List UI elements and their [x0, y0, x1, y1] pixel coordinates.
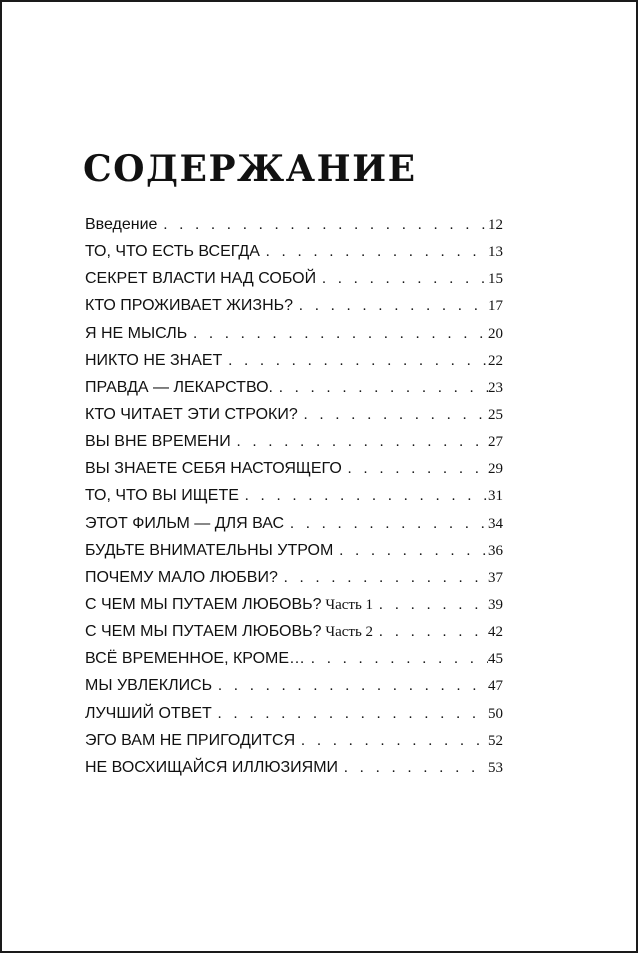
- toc-entry-part: Часть 1: [321, 596, 374, 613]
- toc-entry-title: ВЫ ВНЕ ВРЕМЕНИ: [85, 433, 231, 451]
- table-of-contents: [85, 216, 503, 786]
- toc-page-number: 31: [488, 488, 503, 505]
- toc-entry: [85, 623, 503, 650]
- toc-leader-dots: [333, 543, 488, 560]
- toc-leader-dots: [278, 570, 488, 587]
- toc-leader-dots: [342, 461, 488, 478]
- toc-entry: [85, 325, 503, 352]
- toc-entry-title: БУДЬТЕ ВНИМАТЕЛЬНЫ УТРОМ: [85, 541, 334, 559]
- toc-entry: [85, 270, 503, 297]
- toc-entry: [85, 406, 503, 433]
- toc-leader-dots: [293, 298, 488, 315]
- toc-page-number: 23: [488, 379, 503, 396]
- toc-leader-dots: [212, 706, 488, 723]
- toc-leader-dots: [222, 353, 488, 370]
- toc-entry-title: ТО, ЧТО ВЫ ИЩЕТЕ: [85, 487, 239, 505]
- toc-entry-title: С ЧЕМ МЫ ПУТАЕМ ЛЮБОВЬ? Часть 2: [85, 623, 374, 641]
- toc-page-number: 34: [488, 515, 503, 532]
- toc-page-number: 17: [488, 298, 503, 315]
- toc-entry: [85, 732, 503, 759]
- toc-page-number: 37: [488, 569, 503, 586]
- toc-leader-dots: [373, 624, 488, 641]
- toc-page-number: 15: [488, 271, 503, 288]
- toc-leader-dots: [373, 597, 488, 614]
- toc-entry-title: НИКТО НЕ ЗНАЕТ: [85, 351, 223, 369]
- toc-entry: [85, 460, 503, 487]
- toc-entry-title: ВЫ ЗНАЕТЕ СЕБЯ НАСТОЯЩЕГО: [85, 460, 342, 478]
- page-title: СОДЕРЖАНИЕ: [83, 148, 417, 190]
- toc-entry: [85, 677, 503, 704]
- toc-entry: [85, 650, 503, 677]
- toc-entry: [85, 243, 503, 270]
- toc-page-number: 39: [488, 596, 503, 613]
- toc-leader-dots: [260, 244, 488, 261]
- toc-leader-dots: [187, 326, 488, 343]
- toc-leader-dots: [284, 516, 488, 533]
- toc-page-number: 27: [488, 434, 503, 451]
- toc-leader-dots: [231, 434, 488, 451]
- toc-entry: [85, 569, 503, 596]
- toc-entry: [85, 487, 503, 514]
- toc-page-number: 47: [488, 678, 503, 695]
- toc-page-number: 25: [488, 406, 503, 423]
- toc-entry: [85, 216, 503, 243]
- toc-page-number: 29: [488, 461, 503, 478]
- toc-entry-part: Часть 2: [321, 624, 374, 641]
- toc-page-number: 42: [488, 624, 503, 641]
- toc-leader-dots: [316, 271, 488, 288]
- toc-entry-title: С ЧЕМ МЫ ПУТАЕМ ЛЮБОВЬ? Часть 1: [85, 595, 374, 613]
- toc-entry-title: Введение: [85, 216, 158, 233]
- toc-entry: [85, 379, 503, 406]
- toc-entry-title: ЭГО ВАМ НЕ ПРИГОДИТСЯ: [85, 731, 296, 749]
- toc-entry-title: ЭТОТ ФИЛЬМ — ДЛЯ ВАС: [85, 514, 285, 532]
- toc-entry-title: ПРАВДА — ЛЕКАРСТВО.: [85, 378, 273, 396]
- toc-leader-dots: [239, 488, 488, 505]
- toc-page-number: 45: [488, 651, 503, 668]
- toc-entry-title: ПОЧЕМУ МАЛО ЛЮБВИ?: [85, 568, 278, 586]
- toc-entry: [85, 596, 503, 623]
- toc-page-number: 53: [488, 759, 503, 776]
- toc-page-number: 22: [488, 352, 503, 369]
- toc-page-number: 12: [488, 217, 503, 233]
- toc-page-number: 50: [488, 705, 503, 722]
- toc-leader-dots: [305, 651, 488, 668]
- toc-entry: [85, 515, 503, 542]
- toc-entry-title: КТО ЧИТАЕТ ЭТИ СТРОКИ?: [85, 405, 298, 423]
- toc-entry: [85, 705, 503, 732]
- toc-leader-dots: [273, 380, 488, 397]
- toc-entry-title: НЕ ВОСХИЩАЙСЯ ИЛЛЮЗИЯМИ: [85, 758, 339, 776]
- toc-entry-title: СЕКРЕТ ВЛАСТИ НАД СОБОЙ: [85, 270, 317, 288]
- toc-entry-title: МЫ УВЛЕКЛИСЬ: [85, 677, 213, 695]
- toc-entry: [85, 352, 503, 379]
- toc-entry-title: ВСЁ ВРЕМЕННОЕ, КРОМЕ…: [85, 650, 306, 668]
- toc-page-number: 36: [488, 542, 503, 559]
- toc-leader-dots: [295, 733, 488, 750]
- toc-entry-title: Я НЕ МЫСЛЬ: [85, 324, 188, 342]
- toc-page-number: 13: [488, 244, 503, 261]
- toc-leader-dots: [157, 217, 488, 234]
- toc-entry: [85, 433, 503, 460]
- toc-leader-dots: [212, 678, 488, 695]
- toc-page-number: 52: [488, 732, 503, 749]
- toc-entry: [85, 759, 503, 786]
- toc-leader-dots: [298, 407, 488, 424]
- toc-entry: [85, 297, 503, 324]
- toc-entry-title: ЛУЧШИЙ ОТВЕТ: [85, 704, 212, 722]
- toc-entry-title: КТО ПРОЖИВАЕТ ЖИЗНЬ?: [85, 297, 294, 315]
- toc-entry-title: ТО, ЧТО ЕСТЬ ВСЕГДА: [85, 243, 260, 261]
- toc-leader-dots: [338, 760, 488, 777]
- toc-entry: [85, 542, 503, 569]
- toc-page-number: 20: [488, 325, 503, 342]
